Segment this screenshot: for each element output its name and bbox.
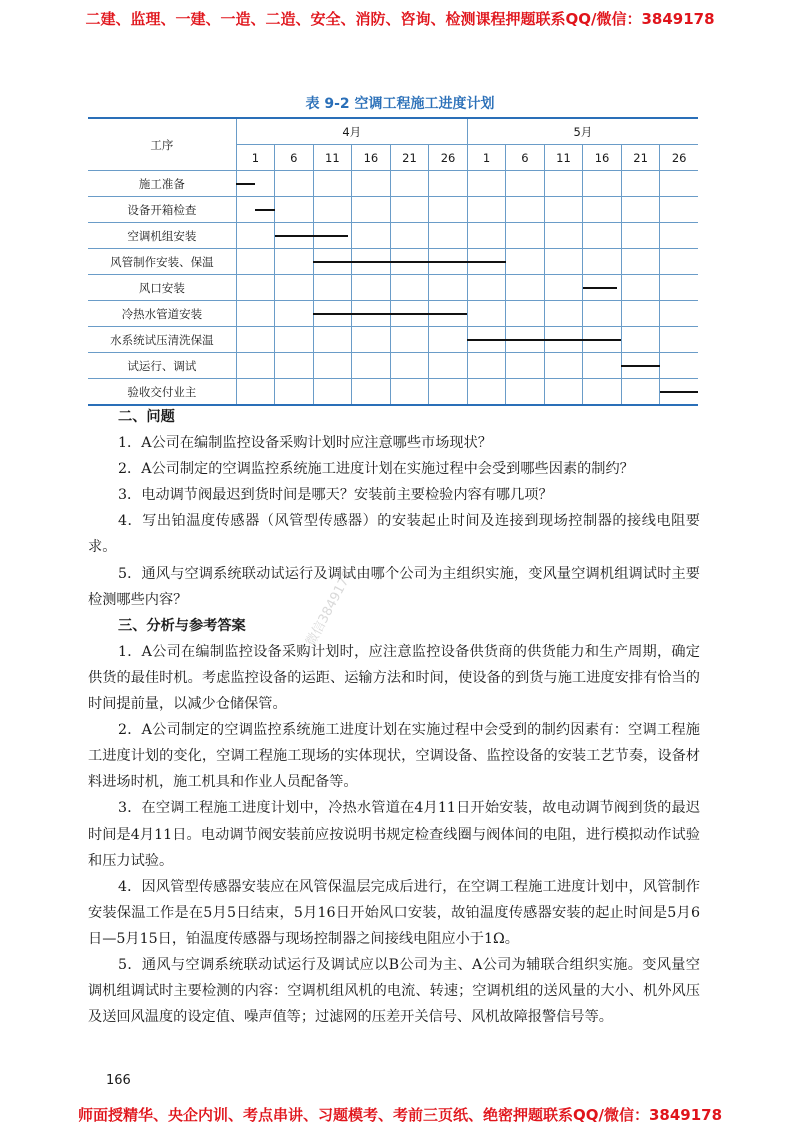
schedule-cell [621,197,660,223]
gantt-bar [313,313,467,315]
table-row [88,171,698,197]
questions-list [88,430,700,613]
process-name: 施工准备 [88,171,236,197]
schedule-cell [544,249,583,275]
schedule-cell [660,275,698,301]
schedule-cell [313,379,352,406]
table-title: 表 9-2 空调工程施工进度计划 [305,96,495,112]
schedule-cell [275,301,313,327]
schedule-cell [429,171,468,197]
schedule-cell [275,353,313,379]
schedule-cell [544,223,583,249]
schedule-cell [390,171,429,197]
day-header: 11 [313,145,352,171]
schedule-cell [352,223,391,249]
gantt-bar [660,391,698,393]
gantt-bar [583,287,618,289]
process-name: 风口安装 [88,275,236,301]
schedule-cell [236,275,274,301]
schedule-cell [352,379,391,406]
schedule-cell [583,223,622,249]
schedule-cell [429,379,468,406]
gantt-bar [275,235,348,237]
schedule-cell [506,353,544,379]
day-header: 16 [583,145,622,171]
question-item: 1．A公司在编制监控设备采购计划时应注意哪些市场现状？ [118,435,492,452]
schedule-cell [467,353,505,379]
schedule-cell [660,223,698,249]
month-april: 4月 [236,118,467,145]
schedule-cell [583,249,622,275]
schedule-cell [544,275,583,301]
questions-heading: 二、问题 [118,409,175,425]
answer-item: 5．通风与空调系统联动试运行及调试应以B公司为主、A公司为辅联合组织实施。变风量空调机组调试时主要检测的内容：空调机组风机的电流、转速；空调机组的送风量的大小、机外风压及送回风温度的设定值、噪声值等；过滤网的压差开关信号、风机故障报警信号等。 [88,956,700,1026]
schedule-cell [506,249,544,275]
table-row [88,223,698,249]
schedule-cell [313,353,352,379]
day-header: 1 [236,145,274,171]
schedule-cell [352,197,391,223]
gantt-bar [236,183,255,185]
gantt-bar [313,261,505,263]
schedule-cell [506,275,544,301]
schedule-cell [583,379,622,406]
gantt-bar [255,209,274,211]
schedule-cell [275,379,313,406]
schedule-cell [583,353,622,379]
schedule-cell [390,379,429,406]
answers-heading: 三、分析与参考答案 [118,617,246,634]
schedule-cell [583,171,622,197]
schedule-cell [429,353,468,379]
schedule-cell [352,327,391,353]
process-name: 试运行、调试 [88,353,236,379]
process-name: 风管制作安装、保温 [88,249,236,275]
schedule-cell [236,327,274,353]
schedule-cell [506,379,544,406]
day-header: 26 [660,145,698,171]
schedule-cell [313,197,352,223]
answer-item: 4．因风管型传感器安装应在风管保温层完成后进行，在空调工程施工进度计划中，风管制作安装保温工作是在5月5日结束，5月16日开始风口安装，故铂温度传感器安装的起止时间是5月6日—5月15日，铂温度传感器与现场控制器之间接线电阻应小于1Ω。 [88,878,700,947]
schedule-cell [390,353,429,379]
page-number: 166 [106,1073,131,1088]
schedule-cell [467,171,505,197]
schedule-cell [544,171,583,197]
question-item: 4．写出铂温度传感器（风管型传感器）的安装起止时间及连接到现场控制器的接线电阻要求。 [88,513,700,556]
schedule-cell [506,171,544,197]
schedule-cell [583,197,622,223]
table-row [88,197,698,223]
process-header: 工序 [88,118,236,171]
bottom-banner: 师面授精华、央企内训、考点串讲、习题模考、考前三页纸、绝密押题联系QQ/微信：3849178 [77,1106,723,1124]
process-name: 空调机组安装 [88,223,236,249]
day-header: 11 [544,145,583,171]
answers-list [88,639,700,1030]
table-row [88,379,698,406]
day-header: 6 [506,145,544,171]
schedule-cell [429,275,468,301]
text-content [88,404,700,1030]
schedule-cell [660,327,698,353]
schedule-cell [352,171,391,197]
schedule-cell [275,197,313,223]
process-name: 设备开箱检查 [88,197,236,223]
schedule-cell [275,171,313,197]
schedule-cell [660,301,698,327]
schedule-cell [544,353,583,379]
schedule-cell [429,327,468,353]
schedule-cell [660,197,698,223]
schedule-cell [236,249,274,275]
day-header: 26 [429,145,468,171]
schedule-cell [621,171,660,197]
schedule-cell [544,197,583,223]
schedule-cell [621,223,660,249]
gantt-bar [621,365,659,367]
schedule-cell [660,171,698,197]
schedule-cell [621,327,660,353]
schedule-cell [544,379,583,406]
schedule-cell [429,197,468,223]
schedule-cell [467,275,505,301]
schedule-cell [275,249,313,275]
top-banner: 二建、监理、一建、一造、二造、安全、消防、咨询、检测课程押题联系QQ/微信：3849178 [85,10,715,28]
schedule-cell [313,171,352,197]
answer-item: 2．A公司制定的空调监控系统施工进度计划在实施过程中会受到的制约因素有：空调工程施工进度计划的变化，空调工程施工现场的实体现状，空调设备、监控设备的安装工艺节奏，设备材料进场时机，施工机具和作业人员配备等。 [88,722,700,791]
schedule-cell [390,223,429,249]
schedule-cell [621,301,660,327]
schedule-cell [544,301,583,327]
schedule-cell [467,223,505,249]
schedule-cell [467,197,505,223]
schedule-cell [621,249,660,275]
month-may: 5月 [467,118,698,145]
day-header: 21 [390,145,429,171]
question-item: 2．A公司制定的空调监控系统施工进度计划在实施过程中会受到哪些因素的制约？ [118,461,634,478]
day-header: 1 [467,145,505,171]
schedule-cell [660,353,698,379]
question-item: 5．通风与空调系统联动试运行及调试由哪个公司为主组织实施，变风量空调机组调试时主要检测哪些内容？ [88,565,700,608]
schedule-cell [621,379,660,406]
schedule-cell [236,223,274,249]
schedule-cell [467,379,505,406]
day-header: 6 [275,145,313,171]
schedule-cell [236,379,274,406]
schedule-cell [275,275,313,301]
process-name: 冷热水管道安装 [88,301,236,327]
schedule-cell [275,327,313,353]
schedule-cell [390,327,429,353]
schedule-cell [621,275,660,301]
answer-item: 1．A公司在编制监控设备采购计划时，应注意监控设备供货商的供货能力和生产周期，确定供货的最佳时机。考虑监控设备的运距、运输方法和时间，使设备的到货与施工进度安排有恰当的时间提前量，以减少仓储保管。 [88,643,700,713]
schedule-cell [352,275,391,301]
schedule-cell [467,301,505,327]
schedule-cell [583,301,622,327]
schedule-cell [390,197,429,223]
question-item: 3．电动调节阀最迟到货时间是哪天？安装前主要检验内容有哪几项？ [118,487,553,504]
process-name: 验收交付业主 [88,379,236,406]
schedule-cell [506,223,544,249]
schedule-cell [236,353,274,379]
schedule-cell [313,275,352,301]
schedule-cell [506,301,544,327]
day-header: 16 [352,145,391,171]
gantt-bar [467,339,621,341]
answer-item: 3．在空调工程施工进度计划中，冷热水管道在4月11日开始安装，故电动调节阀到货的最迟时间是4月11日。电动调节阀安装前应按说明书规定检查线圈与阀体间的电阻，进行模拟动作试验和压力试验。 [88,800,700,869]
schedule-cell [236,301,274,327]
day-header: 21 [621,145,660,171]
schedule-cell [390,275,429,301]
table-row [88,353,698,379]
schedule-cell [313,327,352,353]
process-name: 水系统试压清洗保温 [88,327,236,353]
schedule-cell [506,197,544,223]
watermark: 微信3849178 [303,567,357,649]
schedule-cell [352,353,391,379]
schedule-cell [429,223,468,249]
schedule-cell [660,249,698,275]
